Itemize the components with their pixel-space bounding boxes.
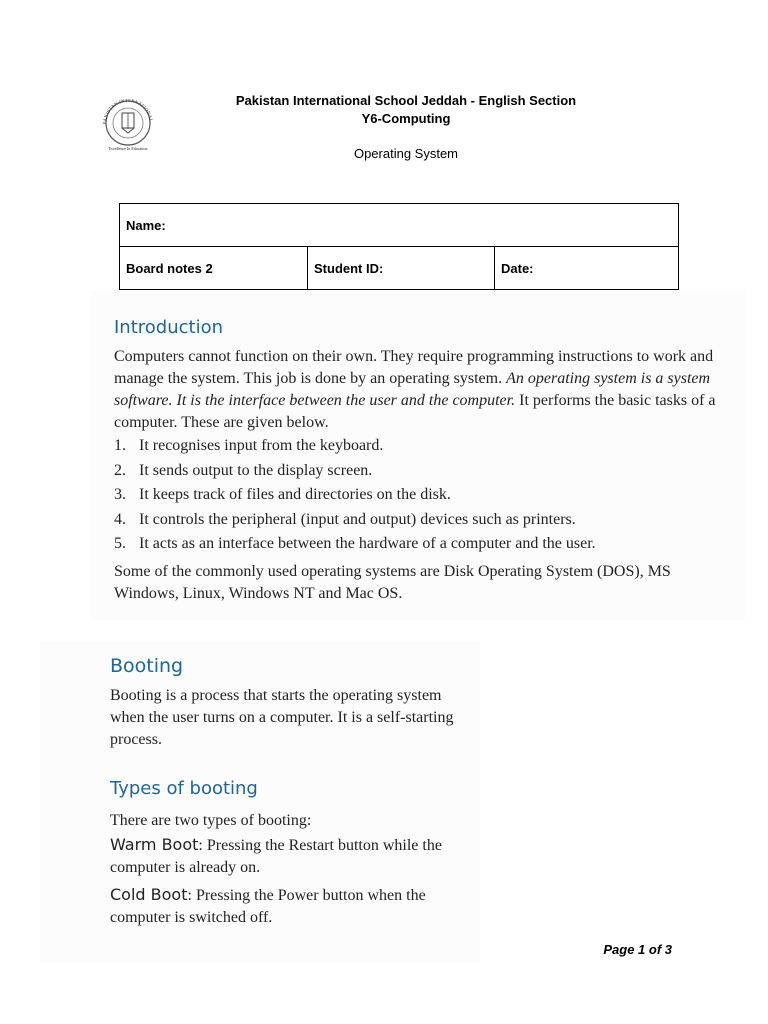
introduction-heading: Introduction (114, 317, 224, 338)
school-logo (98, 96, 158, 162)
warm-boot-definition: Warm Boot: Pressing the Restart button while the computer is already on. (110, 835, 442, 876)
cold-boot-desc: Pressing the Power button when the computer is switched off. (110, 887, 426, 926)
introduction-section (91, 290, 745, 620)
types-of-booting-heading: Types of booting (110, 778, 258, 799)
booting-section (40, 641, 480, 963)
student-info-table (119, 203, 679, 290)
booting-description: Booting is a process that starts the operating system when the user turns on a computer. It is a self-starting process. (110, 687, 454, 748)
booting-heading: Booting (110, 655, 184, 677)
intro-text: Computers cannot function on their own. They require programming instructions to work and manage the system. This job is done by an operating system. (114, 348, 714, 387)
intro-definition: An operating system is a system software. It is the interface between the user and the computer. (114, 370, 711, 409)
page-number: Page 1 of 3 (603, 942, 672, 957)
logo-motto: Excellence In Education (108, 146, 148, 151)
cold-boot-term: Cold Boot (110, 885, 188, 904)
course-title: Y6-Computing (361, 111, 451, 126)
name-field[interactable]: Name: (120, 204, 679, 247)
os-examples-paragraph: Some of the commonly used operating systems are Disk Operating System (DOS), MS Windows, Linux, Windows NT and Mac OS. (114, 563, 671, 602)
subject-title: Operating System (353, 146, 459, 161)
student-id-field[interactable]: Student ID: (308, 247, 495, 290)
types-intro: There are two types of booting: (110, 812, 312, 829)
date-field[interactable]: Date: (495, 247, 679, 290)
svg-text:PAKISTAN INTERNATIONAL SCHOOL: PAKISTAN INTERNATIONAL (101, 97, 154, 125)
cold-boot-definition: Cold Boot: Pressing the Power button when the computer is switched off. (110, 885, 426, 926)
list-item: 4. It controls the peripheral (input and output) devices such as printers. (114, 510, 576, 528)
list-item: 2. It sends output to the display screen. (114, 461, 373, 479)
warm-boot-term: Warm Boot (110, 835, 199, 854)
intro-text-end: It performs the basic tasks of a computer. These are given below. (114, 392, 716, 431)
list-item: 1. It recognises input from the keyboard. (114, 437, 384, 454)
warm-boot-desc: Pressing the Restart button while the computer is already on. (110, 837, 442, 876)
school-name: Pakistan International School Jeddah - English Section (235, 93, 577, 108)
school-crest-icon (98, 96, 158, 146)
list-item: 3. It keeps track of files and directories on the disk. (114, 486, 451, 503)
introduction-paragraph (114, 346, 724, 434)
list-item: 5. It acts as an interface between the hardware of a computer and the user. (114, 535, 596, 552)
board-notes-cell: Board notes 2 (120, 247, 308, 290)
os-tasks-list (114, 435, 724, 558)
